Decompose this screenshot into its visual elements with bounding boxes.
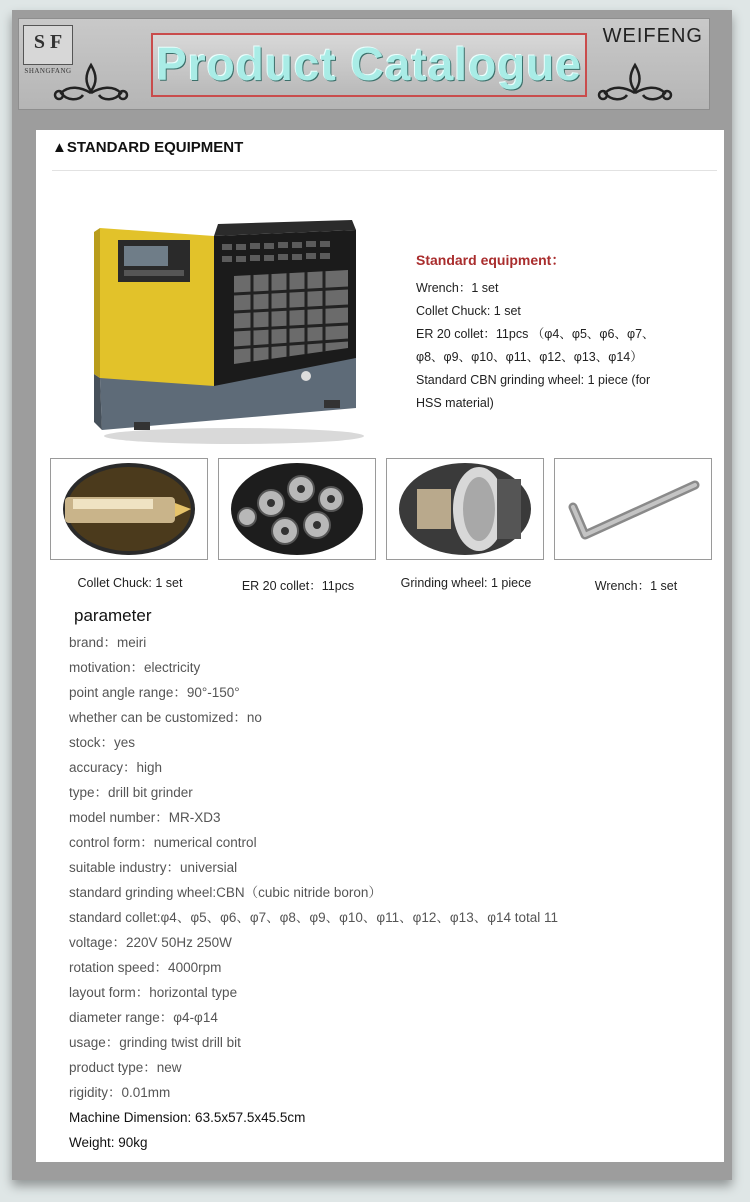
wrench-thumbnail <box>554 458 712 560</box>
section-title: ▲STANDARD EQUIPMENT <box>52 139 244 156</box>
thumbnail-caption: Grinding wheel: 1 piece <box>400 576 532 590</box>
ornament-left-icon <box>51 59 131 103</box>
parameter-row: point angle range：90°-150° <box>69 685 240 700</box>
parameter-row: type：drill bit grinder <box>69 785 193 800</box>
grinding-wheel-thumbnail <box>386 458 544 560</box>
standard-equipment-line: HSS material) <box>416 396 494 410</box>
logo-subtitle: SHANGFANG <box>24 67 72 75</box>
machine-dimension-row: Machine Dimension: 63.5x57.5x45.5cm <box>69 1110 306 1125</box>
parameter-row: suitable industry：universial <box>69 860 238 875</box>
catalogue-header <box>18 18 710 110</box>
parameter-row: brand：meiri <box>69 635 147 650</box>
ornament-right-icon <box>595 59 675 103</box>
parameter-row: control form：numerical control <box>69 835 257 850</box>
standard-equipment-block <box>416 250 696 415</box>
parameter-row: model number：MR-XD3 <box>69 810 221 825</box>
parameter-row: voltage：220V 50Hz 250W <box>69 935 232 950</box>
parameter-row: usage：grinding twist drill bit <box>69 1035 241 1050</box>
wrench-photo-icon <box>555 459 711 559</box>
standard-equipment-line: Collet Chuck: 1 set <box>416 304 521 318</box>
content-panel <box>36 130 724 1162</box>
parameter-row: whether can be customized：no <box>69 710 262 725</box>
standard-equipment-line: φ8、φ9、φ10、φ11、φ12、φ13、φ14） <box>416 350 643 364</box>
parameter-row: motivation：electricity <box>69 660 201 675</box>
parameter-row: rotation speed：4000rpm <box>69 960 222 975</box>
parameter-row: rigidity：0.01mm <box>69 1085 171 1100</box>
er20-collet-photo-icon <box>219 459 375 559</box>
parameter-row: accuracy：high <box>69 760 163 775</box>
parameter-row: diameter range：φ4-φ14 <box>69 1010 218 1025</box>
catalogue-title-frame <box>151 33 587 97</box>
standard-equipment-line: Standard CBN grinding wheel: 1 piece (for <box>416 373 651 387</box>
grinding-wheel-photo-icon <box>387 459 543 559</box>
parameter-list <box>69 630 709 1155</box>
parameter-title: parameter <box>74 606 152 625</box>
standard-equipment-heading: Standard equipment： <box>416 252 566 268</box>
catalogue-title: Product Catalogue <box>156 38 582 90</box>
weight-row: Weight: 90kg <box>69 1135 148 1150</box>
parameter-row: layout form：horizontal type <box>69 985 238 1000</box>
brand-name: WEIFENG <box>602 25 703 47</box>
er20-collet-thumbnail <box>218 458 376 560</box>
collet-chuck-photo-icon <box>51 459 207 559</box>
section-divider <box>52 170 717 171</box>
thumbnail-caption: ER 20 collet：11pcs <box>241 579 355 593</box>
accessory-thumbnails <box>50 458 716 564</box>
thumbnail-caption: Wrench：1 set <box>594 579 678 593</box>
parameter-row: product type：new <box>69 1060 182 1075</box>
parameter-row: stock：yes <box>69 735 136 750</box>
parameter-row: standard collet:φ4、φ5、φ6、φ7、φ8、φ9、φ10、φ11、φ12、φ13、φ14 total 11 <box>69 910 559 925</box>
standard-equipment-line: ER 20 collet：11pcs （φ4、φ5、φ6、φ7、 <box>416 327 655 341</box>
drill-grinder-machine-image <box>94 208 372 448</box>
thumbnail-caption: Collet Chuck: 1 set <box>77 576 183 590</box>
standard-equipment-line: Wrench：1 set <box>416 281 499 295</box>
collet-chuck-thumbnail <box>50 458 208 560</box>
parameter-row: standard grinding wheel:CBN（cubic nitride boron） <box>69 885 382 900</box>
logo-letters: S F <box>33 31 63 53</box>
